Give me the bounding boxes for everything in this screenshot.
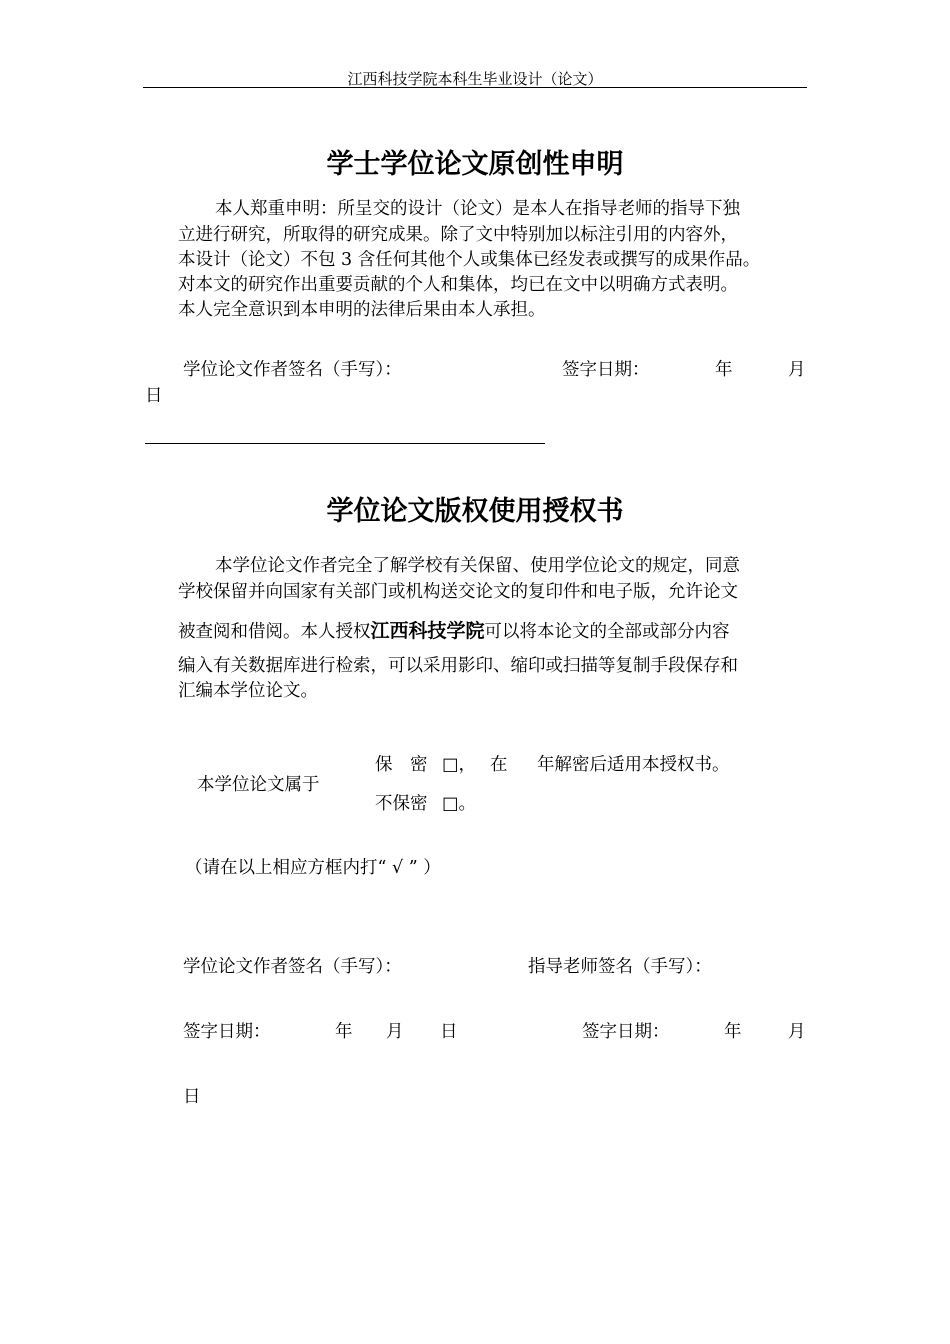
section-divider bbox=[145, 443, 545, 444]
originality-line-4: 对本文的研究作出重要贡献的个人和集体，均已在文中以明确方式表明。 bbox=[178, 275, 738, 295]
advisor-date-day: 日 bbox=[183, 1087, 201, 1107]
advisor-date-year: 年 bbox=[724, 1022, 742, 1042]
checkbox-note: （请在以上相应方框内打“ √ ” ） bbox=[185, 858, 441, 878]
originality-line-3: 本设计（论文）不包 3 含任何其他个人或集体已经发表或撰写的成果作品。 bbox=[178, 250, 761, 270]
author-date-day: 日 bbox=[440, 1022, 458, 1042]
authorization-line-3 bbox=[178, 614, 730, 649]
originality-year: 年 bbox=[715, 360, 733, 380]
header-rule bbox=[143, 87, 807, 88]
originality-day: 日 bbox=[145, 386, 163, 406]
authorization-line-2: 学校保留并向国家有关部门或机构送交论文的复印件和电子版，允许论文 bbox=[178, 582, 738, 602]
secret-in-label: 在 bbox=[490, 755, 508, 775]
originality-signature-label: 学位论文作者签名（手写）： bbox=[183, 360, 402, 380]
author-signature-label: 学位论文作者签名（手写）： bbox=[183, 957, 402, 977]
advisor-date-label: 签字日期： bbox=[582, 1022, 670, 1042]
secret-checkbox[interactable]: □， bbox=[442, 755, 477, 775]
originality-line-5: 本人完全意识到本申明的法律后果由本人承担。 bbox=[178, 300, 546, 320]
secret-suffix: 年解密后适用本授权书。 bbox=[537, 755, 730, 775]
advisor-date-month: 月 bbox=[788, 1022, 806, 1042]
authorization-line-4: 编入有关数据库进行检索，可以采用影印、缩印或扫描等复制手段保存和 bbox=[178, 656, 738, 676]
nonsecret-label: 不保密 bbox=[375, 794, 428, 814]
school-name: 江西科技学院 bbox=[370, 620, 485, 642]
authorization-line-3-before: 被查阅和借阅。本人授权 bbox=[178, 622, 371, 642]
author-date-label: 签字日期： bbox=[183, 1022, 271, 1042]
advisor-signature-label: 指导老师签名（手写）： bbox=[528, 957, 712, 977]
author-date-month: 月 bbox=[386, 1022, 404, 1042]
originality-line-2: 立进行研究，所取得的研究成果。除了文中特别加以标注引用的内容外， bbox=[178, 225, 738, 245]
authorization-title: 学位论文版权使用授权书 bbox=[326, 496, 624, 527]
page-header: 江西科技学院本科生毕业设计（论文） bbox=[347, 70, 603, 88]
belongs-label: 本学位论文属于 bbox=[197, 775, 320, 795]
nonsecret-checkbox[interactable]: □。 bbox=[442, 794, 477, 814]
originality-line-1: 本人郑重申明：所呈交的设计（论文）是本人在指导老师的指导下独 bbox=[215, 199, 740, 219]
author-date-year: 年 bbox=[335, 1022, 353, 1042]
authorization-line-1: 本学位论文作者完全了解学校有关保留、使用学位论文的规定，同意 bbox=[215, 556, 740, 576]
originality-month: 月 bbox=[788, 360, 806, 380]
originality-title: 学士学位论文原创性申明 bbox=[326, 149, 624, 180]
secret-label: 保 密 bbox=[375, 755, 428, 775]
originality-date-label: 签字日期： bbox=[562, 360, 650, 380]
authorization-line-5: 汇编本学位论文。 bbox=[178, 681, 318, 701]
authorization-line-3-after: 可以将本论文的全部或部分内容 bbox=[484, 622, 730, 642]
